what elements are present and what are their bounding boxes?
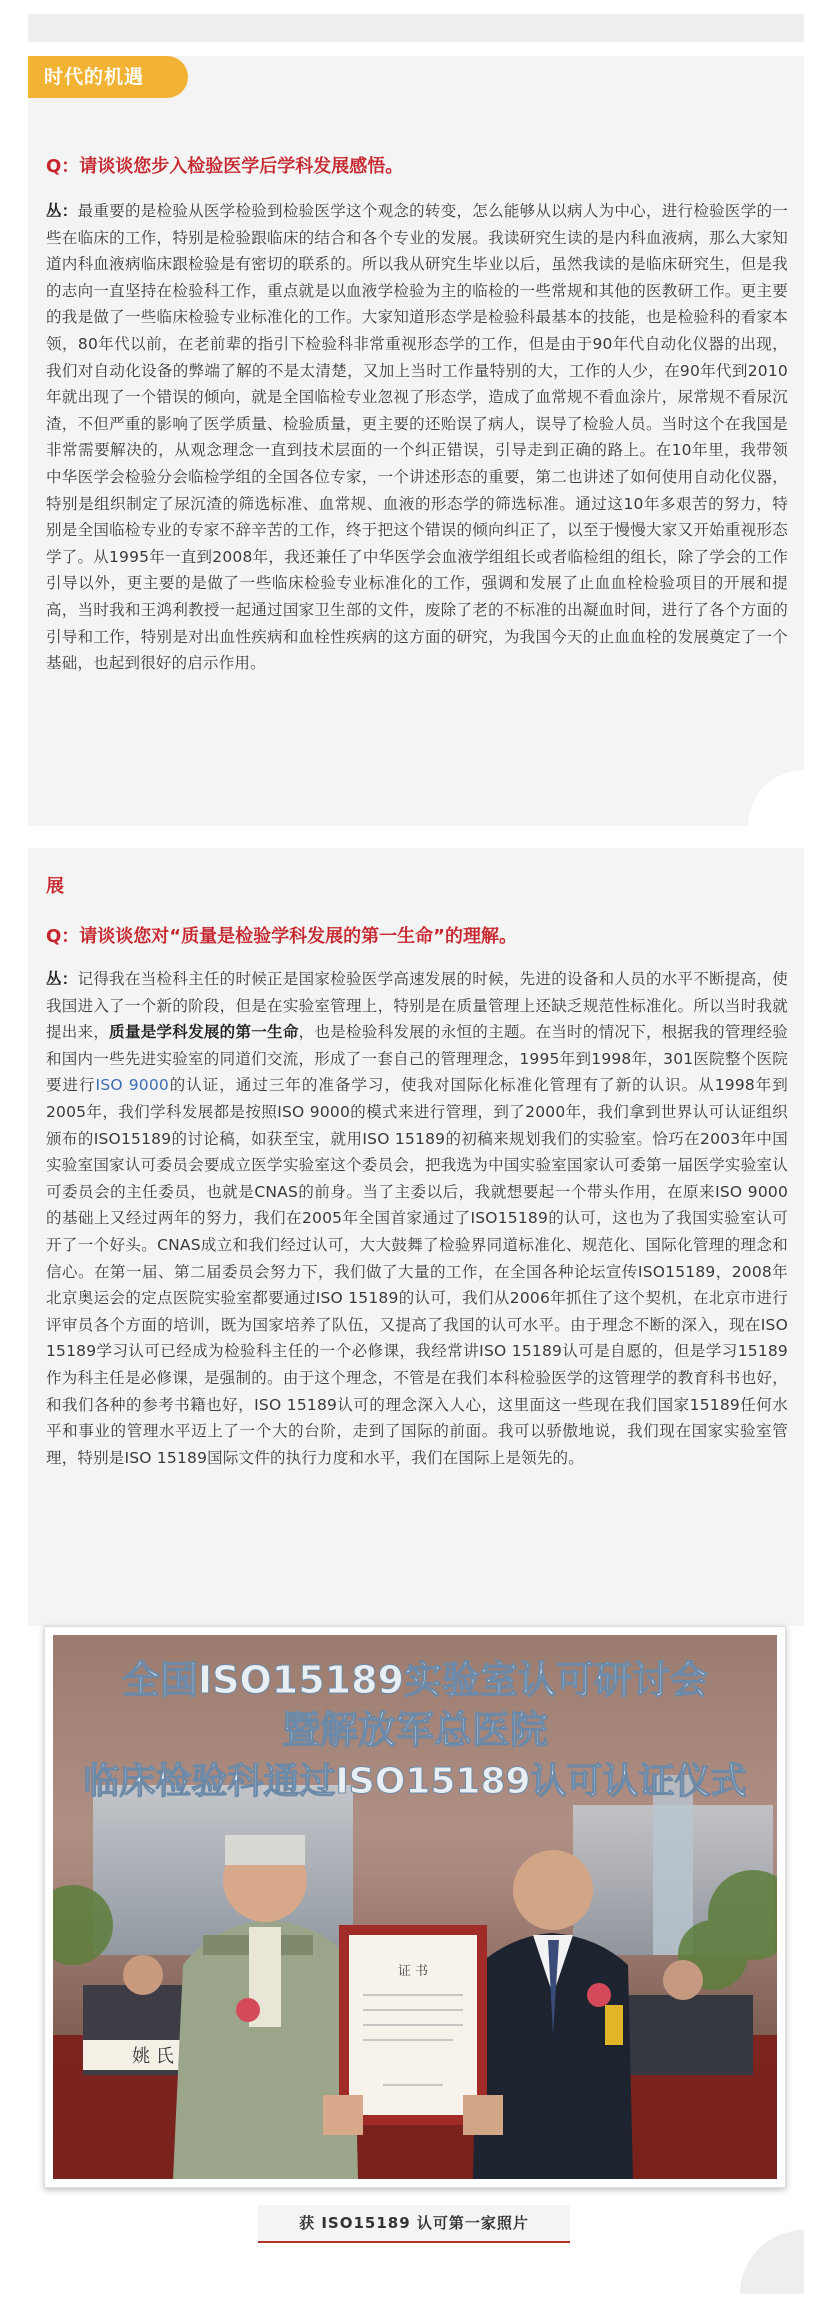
banner-line-1: 全国ISO15189实验室认可研讨会 xyxy=(121,1658,709,1702)
nameplate-text: 姚 氏 xyxy=(132,2046,174,2067)
question-heading-1: Q：请谈谈您步入检验医学后学科发展感悟。 xyxy=(46,156,404,177)
answer-paragraph-1 xyxy=(46,198,788,677)
banner-line-3: 临床检验科通过ISO15189认可认证仪式 xyxy=(83,1761,747,1802)
photo-caption: 获 ISO15189 认可第一家照片 xyxy=(258,2205,570,2243)
answer-body-part2: ，也是检验科发展的永恒的主题。在当时的情况下，根据我的管理经验和国内一些先进实验室的同道们交流，形成了一套自己的管理理念，1995年到1998年，301医院整个医院要进行 xyxy=(46,1023,788,1095)
answer-body: 最重要的是检验从医学检验到检验医学这个观念的转变，怎么能够从以病人为中心，进行检验医学的一些在临床的工作，特别是检验跟临床的结合和各个专业的发展。我读研究生读的是内科血液病，那么大家知道内科血液病临床跟检验是有密切的联系的。所以我从研究生毕业以后，虽然我读的是临床研究生，但是我的志向一直坚持在检验科工作，重点就是以血液学检验为主的临检的一些常规和其他的医教研工作。更主要的我是做了一些临床检验专业标准化的工作。大家知道形态学是检验科最基本的技能，也是检验科的看家本领，80年代以前，在老前辈的指引下检验科非常重视形态学的工作，但是由于90年代自动化仪器的出现，我们对自动化设备的弊端了解的不是太清楚，又加上当时工作量特别的大，工作的人少，在90年代到2010年就出现了一个错误的倾向，就是全国临检专业忽视了形态学，造成了血常规不看血涂片，尿常规不看尿沉渣，不但严重的影响了医学质量、检验质量，更主要的还贻误了病人，误导了检验人员。当时这个在我国是非常需要解决的，从观念理念一直到技术层面的一个纠正错误，引导走到正确的路上。在10年里，我带领中华医学会检验分会临检学组的全国各位专家，一个讲述形态的重要，第二也讲述了如何使用自动化仪器，特别是组织制定了尿沉渣的筛选标准、血常规、血液的形态学的筛选标准。通过这10年多艰苦的努力，特别是全国临检专业的专家不辞辛苦的工作，终于把这个错误的倾向纠正了，以至于慢慢大家又开始重视形态学了。从1995年一直到2008年，我还兼任了中华医学会血液学组组长或者临检组的组长，除了学会的工作引导以外，更主要的是做了一些临床检验专业标准化的工作，强调和发展了止血血栓检验项目的开展和提高，当时我和王鸿利教授一起通过国家卫生部的文件，废除了老的不标准的出凝血时间，进行了各个方面的引导和工作，特别是对出血性疾病和血栓性疾病的这方面的研究，为我国今天的止血血栓的发展奠定了一个基础，也起到很好的启示作用。 xyxy=(46,202,788,673)
section-badge: 时代的机遇 xyxy=(28,56,188,98)
answer-speaker-label: 丛： xyxy=(46,970,78,988)
section-side-label: 展 xyxy=(46,876,64,897)
iso-9000-link[interactable]: ISO 9000 xyxy=(95,1076,169,1095)
bottom-corner-curve xyxy=(740,2230,804,2294)
answer-body-part1: 记得我在当检科主任的时候正是国家检验医学高速发展的时候，先进的设备和人员的水平不断提高，使我国进入了一个新的阶段，但是在实验室管理上，特别是在质量管理上还缺乏规范性标准化。所以当时我就提出来， xyxy=(46,970,788,1042)
photo-frame xyxy=(44,1626,786,2188)
answer-emphasis: 质量是学科发展的第一生命 xyxy=(109,1023,299,1042)
answer-body-part3: 的认证，通过三年的准备学习，使我对国际化标准化管理有了新的认识。从1998年到2005年，我们学科发展都是按照ISO 9000的模式来进行管理，到了2000年，我们拿到世界认可认证组织颁布的ISO15189的讨论稿，如获至宝，就用ISO 15189的初稿来规划我们的实验室。恰巧在2003年中国实验室国家认可委员会要成立医学实验室这个委员会，把我选为中国实验室国家认可委第一届医学实验室认可委员会的主任委员，也就是CNAS的前身。当了主委以后，我就想要起一个带头作用，在原来ISO 9000的基础上又经过两年的努力，我们在2005年全国首家通过了ISO15189的认可，这也为了我国实验室认可开了一个好头。CNAS成立和我们经过认可，大大鼓舞了检验界同道标准化、规范化、国际化管理的理念和信心。在第一届、第二届委员会努力下，我们做了大量的工作，在全国各种论坛宣传ISO15189，2008年北京奥运会的定点医院实验室都要通过ISO 15189的认可，我们从2006年抓住了这个契机，在北京市进行评审员各个方面的培训，既为国家培养了队伍，又提高了我国的认可水平。由于理念不断的深入，现在ISO 15189学习认可已经成为检验科主任的一个必修课，我经常讲ISO 15189认可是自愿的，但是学习15189作为科主任是必修课，是强制的。由于这个理念，不管是在我们本科检验医学的这管理学的教育科书也好，和我们各种的参考书籍也好，ISO 15189认可的理念深入人心，这里面这一些现在我们国家15189任何水平和事业的管理水平迈上了一个大的台阶，走到了国际的前面。我可以骄傲地说，我们现在国家实验室管理，特别是ISO 15189国际文件的执行力度和水平，我们在国际上是领先的。 xyxy=(46,1076,788,1467)
certificate-title: 证 书 xyxy=(397,1964,429,1979)
answer-paragraph-2 xyxy=(46,966,788,1471)
ceremony-photo xyxy=(53,1635,777,2179)
banner-line-2: 暨解放军总医院 xyxy=(281,1708,549,1752)
question-heading-2: Q：请谈谈您对“质量是检验学科发展的第一生命”的理解。 xyxy=(46,926,517,947)
answer-speaker-label: 丛： xyxy=(46,202,78,220)
top-divider-strip xyxy=(28,14,804,42)
